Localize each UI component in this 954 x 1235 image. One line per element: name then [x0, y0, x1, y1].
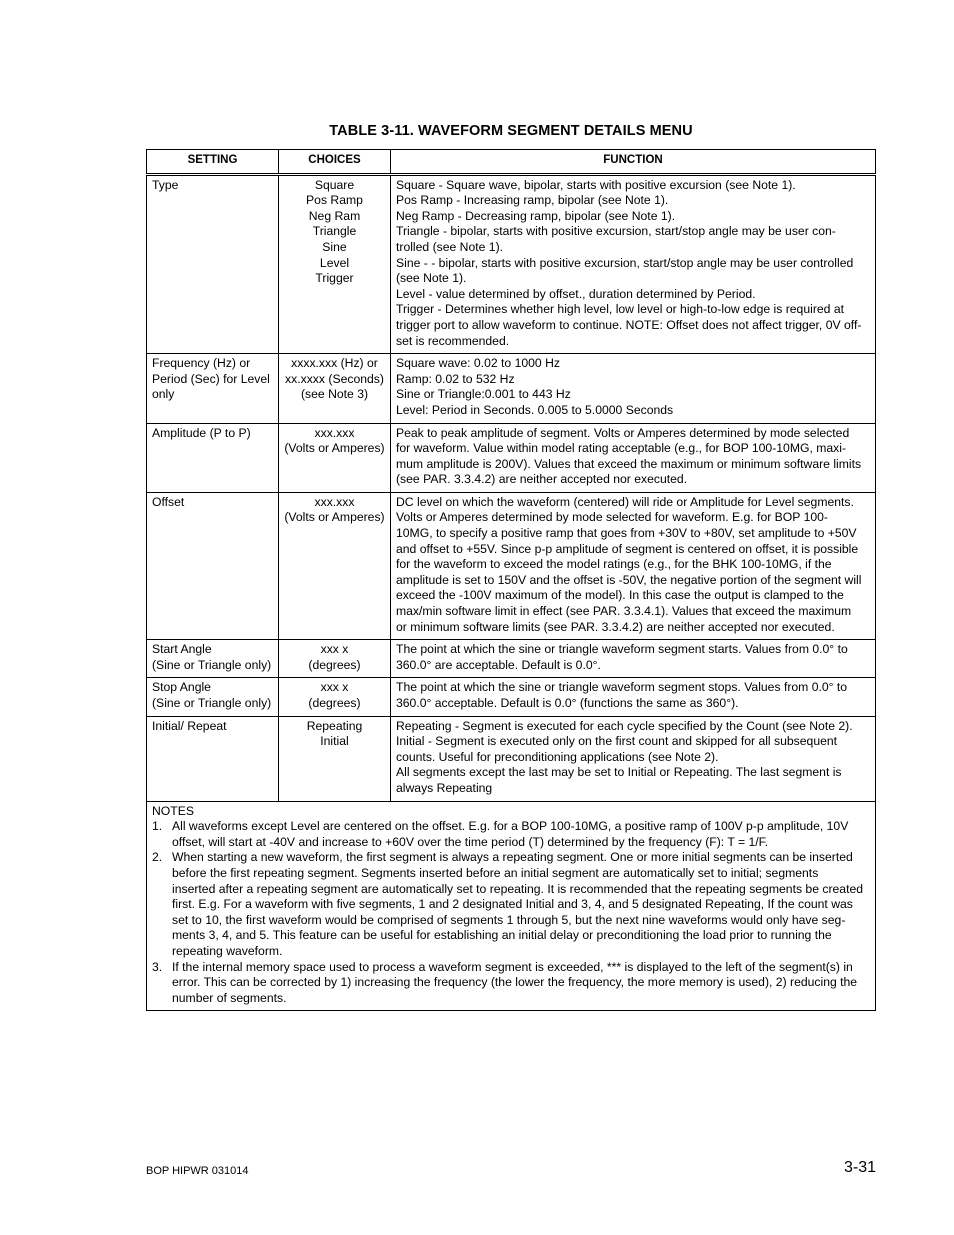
function-cell-line: Peak to peak amplitude of segment. Volts or Amperes determined by mode selected: [396, 425, 850, 440]
choices-cell-line: Level: [319, 255, 350, 270]
table-row: [147, 174, 876, 354]
setting-cell: [147, 354, 279, 423]
function-cell-line: DC level on which the waveform (centered) will ride or Amplitude for Level segments.: [396, 494, 854, 509]
note-line: When starting a new waveform, the first segment is always a repeating segment. One or more initial segments can be inserted: [172, 850, 853, 865]
choices-cell-line: Pos Ramp: [306, 193, 363, 208]
setting-cell-line: Offset: [152, 494, 185, 509]
function-cell-line: and offset to +55V. Since p-p amplitude of segment is centered on offset, it is possible: [396, 541, 859, 556]
function-cell-line: trolled (see Note 1).: [396, 239, 504, 254]
notes-heading: NOTES: [152, 803, 194, 818]
notes-cell: [147, 801, 876, 1011]
choices-cell-line: Initial: [320, 734, 349, 749]
choices-cell-line: Trigger: [315, 271, 354, 286]
function-cell-line: for the waveform to exceed the model ratings (e.g., for the BHK 100-10MG, if the: [396, 557, 832, 572]
function-cell-line: 360.0° are acceptable. Default is 0.0°.: [396, 657, 601, 672]
choices-cell-line: Square: [314, 177, 355, 192]
choices-cell-line: (degrees): [308, 657, 361, 672]
choices-cell-line: xxx x: [320, 642, 349, 657]
function-cell-line: Level - value determined by offset., duration determined by Period.: [396, 286, 756, 301]
function-cell-line: Neg Ramp - Decreasing ramp, bipolar (see Note 1).: [396, 208, 676, 223]
note-line: All waveforms except Level are centered on the offset. E.g. for a BOP 100-10MG, a positive ramp of 100V p-p amplitude, 10V: [172, 819, 849, 834]
choices-cell: [279, 492, 391, 639]
choices-cell-line: Repeating: [306, 718, 363, 733]
function-cell-line: for waveform. Value within model rating acceptable (e.g., for BOP 100-10MG, maxi-: [396, 441, 847, 456]
function-cell: [391, 640, 876, 678]
note-line: repeating waveform.: [172, 943, 283, 958]
table-title: TABLE 3-11. WAVEFORM SEGMENT DETAILS MENU: [329, 123, 693, 139]
choices-cell: [279, 423, 391, 492]
choices-cell-line: xxxx.xxx (Hz) or: [291, 356, 378, 371]
function-cell-line: Volts or Amperes determined by mode selected for waveform. E.g. for BOP 100-: [396, 510, 828, 525]
note-line: first. E.g. For a waveform with five segments, 1 and 2 designated Initial and 3, 4, and 5 designated Repeating, If the count was: [172, 897, 853, 912]
waveform-segment-table: [146, 149, 876, 1011]
note-line: set to 10, the first waveform would be comprised of segments 1 through 5, but the next nine waveforms would only have seg-: [172, 912, 846, 927]
function-cell-line: Sine or Triangle:0.001 to 443 Hz: [396, 387, 571, 402]
setting-cell: [147, 423, 279, 492]
setting-cell-line: (Sine or Triangle only): [152, 657, 272, 672]
function-cell: [391, 354, 876, 423]
choices-cell-line: xxx.xxx: [314, 425, 355, 440]
choices-cell-line: xxx.xxx: [314, 494, 355, 509]
notes-row: [147, 801, 876, 1011]
setting-cell-line: Period (Sec) for Level: [152, 371, 270, 386]
note-text: [172, 850, 870, 959]
setting-cell: [147, 640, 279, 678]
choices-cell-line: (see Note 3): [300, 387, 369, 402]
note-item: [152, 819, 870, 850]
note-item: [152, 850, 870, 959]
function-cell-line: or minimum software limits (see PAR. 3.3.4.2) are neither accepted nor executed.: [396, 619, 835, 634]
function-cell: [391, 716, 876, 801]
note-line: If the internal memory space used to process a waveform segment is exceeded, *** is displayed to the left of the segment(s) in: [172, 959, 853, 974]
function-cell-line: The point at which the sine or triangle waveform segment stops. Values from 0.0° to: [396, 680, 848, 695]
choices-cell-line: Neg Ram: [308, 208, 361, 223]
function-cell-line: Square - Square wave, bipolar, starts with positive excursion (see Note 1).: [396, 177, 796, 192]
note-line: error. This can be corrected by 1) increasing the frequency (the lower the frequency, the more memory is used), 2) reducing the: [172, 975, 858, 990]
function-cell: [391, 423, 876, 492]
header-setting: SETTING: [147, 150, 279, 175]
note-text: [172, 819, 870, 850]
table-body: [147, 174, 876, 1011]
function-cell-line: mum amplitude is 200V). Values that exceed the maximum or minimum software limits: [396, 456, 862, 471]
setting-cell: [147, 492, 279, 639]
function-cell-line: Repeating - Segment is executed for each cycle specified by the Count (see Note 2).: [396, 718, 853, 733]
function-cell-line: trigger port to allow waveform to continue. NOTE: Offset does not affect trigger, 0V off-: [396, 317, 862, 332]
function-cell-line: set is recommended.: [396, 333, 510, 348]
table-row: [147, 423, 876, 492]
function-cell-line: Initial - Segment is executed only on the first count and skipped for all subsequent: [396, 734, 838, 749]
header-function: FUNCTION: [391, 150, 876, 175]
setting-cell: [147, 678, 279, 716]
header-choices: CHOICES: [279, 150, 391, 175]
setting-cell-line: Initial/ Repeat: [152, 718, 227, 733]
table-row: [147, 640, 876, 678]
function-cell-line: Sine - - bipolar, starts with positive excursion, start/stop angle may be user controlled: [396, 255, 854, 270]
choices-cell: [279, 640, 391, 678]
table-row: [147, 678, 876, 716]
setting-cell: [147, 174, 279, 354]
choices-cell-line: (Volts or Amperes): [284, 510, 385, 525]
function-cell-line: amplitude is set to 150V and the offset is -50V, the negative portion of the segment will: [396, 572, 862, 587]
setting-cell-line: Stop Angle: [152, 680, 211, 695]
choices-cell: [279, 174, 391, 354]
note-line: offset, will start at -40V and increase to +60V over the time period (T) determined by the frequency (F): T = 1/F.: [172, 834, 769, 849]
setting-cell-line: Amplitude (P to P): [152, 425, 251, 440]
function-cell-line: Level: Period in Seconds. 0.005 to 5.0000 Seconds: [396, 402, 674, 417]
note-item: [152, 960, 870, 1007]
table-row: [147, 354, 876, 423]
function-cell-line: Square wave: 0.02 to 1000 Hz: [396, 356, 560, 371]
function-cell-line: Pos Ramp - Increasing ramp, bipolar (see Note 1).: [396, 193, 669, 208]
note-line: number of segments.: [172, 990, 287, 1005]
choices-cell-line: xx.xxxx (Seconds): [285, 371, 384, 386]
note-text: [172, 960, 870, 1007]
choices-cell: [279, 716, 391, 801]
document-id: BOP HIPWR 031014: [146, 1165, 249, 1177]
choices-cell-line: (degrees): [308, 696, 361, 710]
note-number: 2.: [152, 850, 163, 865]
choices-cell-line: Sine: [322, 239, 347, 254]
page-number: 3-31: [843, 1159, 876, 1176]
note-number: 3.: [152, 959, 163, 974]
choices-cell-line: (Volts or Amperes): [284, 441, 385, 456]
setting-cell: [147, 716, 279, 801]
function-cell-line: Trigger - Determines whether high level, low level or high-to-low edge is required at: [396, 302, 844, 317]
function-cell-line: 360.0° acceptable. Default is 0.0° (functions the same as 360°).: [396, 696, 739, 710]
table-header-row: [147, 150, 876, 175]
function-cell-line: (see Note 1).: [396, 271, 467, 286]
table-row: [147, 716, 876, 801]
function-cell-line: 10MG, to specify a positive ramp that goes from +30V to +80V, set amplitude to +50V: [396, 526, 857, 541]
note-line: ments 3, 4, and 5. This feature can be useful for establishing an initial delay or preconditioning the load prior to running the: [172, 928, 832, 943]
setting-cell-line: (Sine or Triangle only): [152, 696, 272, 710]
setting-cell-line: only: [152, 387, 175, 402]
function-cell-line: counts. Useful for preconditioning applications (see Note 2).: [396, 749, 719, 764]
function-cell-line: always Repeating: [396, 780, 493, 795]
function-cell-line: All segments except the last may be set to Initial or Repeating. The last segment is: [396, 765, 842, 780]
function-cell-line: exceed the -100V maximum of the model). In this case the output is clamped to the: [396, 588, 844, 603]
table-row: [147, 492, 876, 639]
function-cell-line: Ramp: 0.02 to 532 Hz: [396, 371, 515, 386]
choices-cell-line: xxx x: [320, 680, 349, 695]
note-line: before the first repeating segment. Segments inserted before an initial segment are automatically set to initial; segments: [172, 865, 819, 880]
function-cell: [391, 174, 876, 354]
note-line: inserted after a repeating segment are automatically set to repeating. It is recommended that the repeating segments be created: [172, 881, 864, 896]
choices-cell-line: Triangle: [312, 224, 357, 239]
setting-cell-line: Frequency (Hz) or: [152, 356, 251, 371]
choices-cell: [279, 354, 391, 423]
function-cell-line: (see PAR. 3.3.4.2) are neither accepted nor executed.: [396, 472, 688, 487]
note-number: 1.: [152, 819, 163, 834]
choices-cell: [279, 678, 391, 716]
setting-cell-line: Type: [152, 177, 179, 192]
setting-cell-line: Start Angle: [152, 642, 212, 657]
function-cell: [391, 492, 876, 639]
function-cell-line: max/min software limit in effect (see PAR. 3.3.4.1). Values that exceed the maximum: [396, 604, 852, 619]
function-cell-line: Triangle - bipolar, starts with positive excursion, start/stop angle may be user con-: [396, 224, 836, 239]
function-cell-line: The point at which the sine or triangle waveform segment starts. Values from 0.0° to: [396, 642, 848, 657]
function-cell: [391, 678, 876, 716]
